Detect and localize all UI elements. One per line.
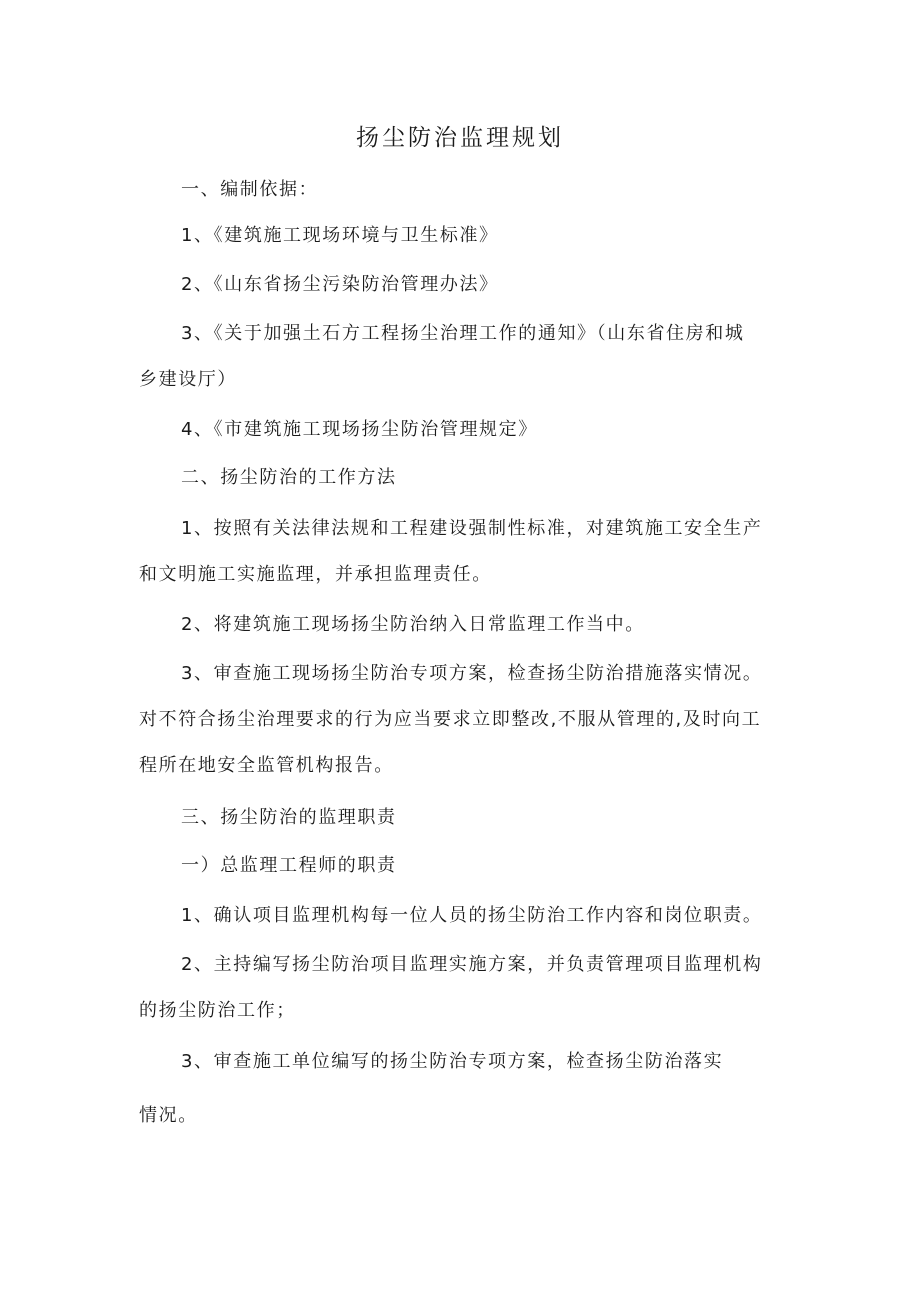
paragraph-basis-2 <box>139 262 799 308</box>
text-line: 3、《关于加强土石方工程扬尘治理工作的通知》（山东省住房和城 <box>181 323 745 344</box>
text-line: 对不符合扬尘治理要求的行为应当要求立即整改,不服从管理的,及时向工 <box>139 709 762 730</box>
text-line: 和文明施工实施监理，并承担监理责任。 <box>139 564 492 585</box>
text-line: 情况。 <box>139 1105 198 1126</box>
paragraph-methods-heading <box>139 455 799 501</box>
text-line: 1、按照有关法律法规和工程建设强制性标准，对建筑施工安全生产 <box>181 518 763 539</box>
text-line: 2、主持编写扬尘防治项目监理实施方案，并负责管理项目监理机构 <box>181 954 763 975</box>
paragraph-methods-3 <box>139 651 799 789</box>
text-line: 二、扬尘防治的工作方法 <box>181 467 397 488</box>
text-line: 2、《山东省扬尘污染防治管理办法》 <box>181 274 499 295</box>
paragraph-duties-2 <box>139 942 799 1034</box>
paragraph-basis-heading <box>139 167 799 213</box>
text-line: 三、扬尘防治的监理职责 <box>181 807 397 828</box>
text-line: 乡建设厅） <box>139 369 237 390</box>
text-line: 3、审查施工单位编写的扬尘防治专项方案，检查扬尘防治落实 <box>181 1051 724 1072</box>
text-line: 程所在地安全监管机构报告。 <box>139 755 394 776</box>
paragraph-duties-heading <box>139 795 799 841</box>
paragraph-duties-3 <box>139 1039 799 1085</box>
document-title: 扬尘防治监理规划 <box>356 125 564 151</box>
paragraph-chief-engineer-heading <box>139 843 799 889</box>
text-line: 2、将建筑施工现场扬尘防治纳入日常监理工作当中。 <box>181 614 645 635</box>
text-line: 1、确认项目监理机构每一位人员的扬尘防治工作内容和岗位职责。 <box>181 905 763 926</box>
paragraph-duties-1 <box>139 893 799 939</box>
paragraph-basis-4 <box>139 407 799 453</box>
paragraph-duties-3-continued <box>139 1093 799 1139</box>
paragraph-methods-1 <box>139 506 799 598</box>
text-line: 一、编制依据： <box>181 179 319 200</box>
paragraph-basis-1 <box>139 213 799 259</box>
text-line: 3、审查施工现场扬尘防治专项方案，检查扬尘防治措施落实情况。 <box>181 663 763 684</box>
text-line: 的扬尘防治工作； <box>139 1000 296 1021</box>
paragraph-methods-2 <box>139 602 799 648</box>
text-line: 4、《市建筑施工现场扬尘防治管理规定》 <box>181 419 538 440</box>
paragraph-basis-3 <box>139 311 799 403</box>
text-line: 1、《建筑施工现场环境与卫生标准》 <box>181 225 499 246</box>
text-line: 一）总监理工程师的职责 <box>181 855 397 876</box>
